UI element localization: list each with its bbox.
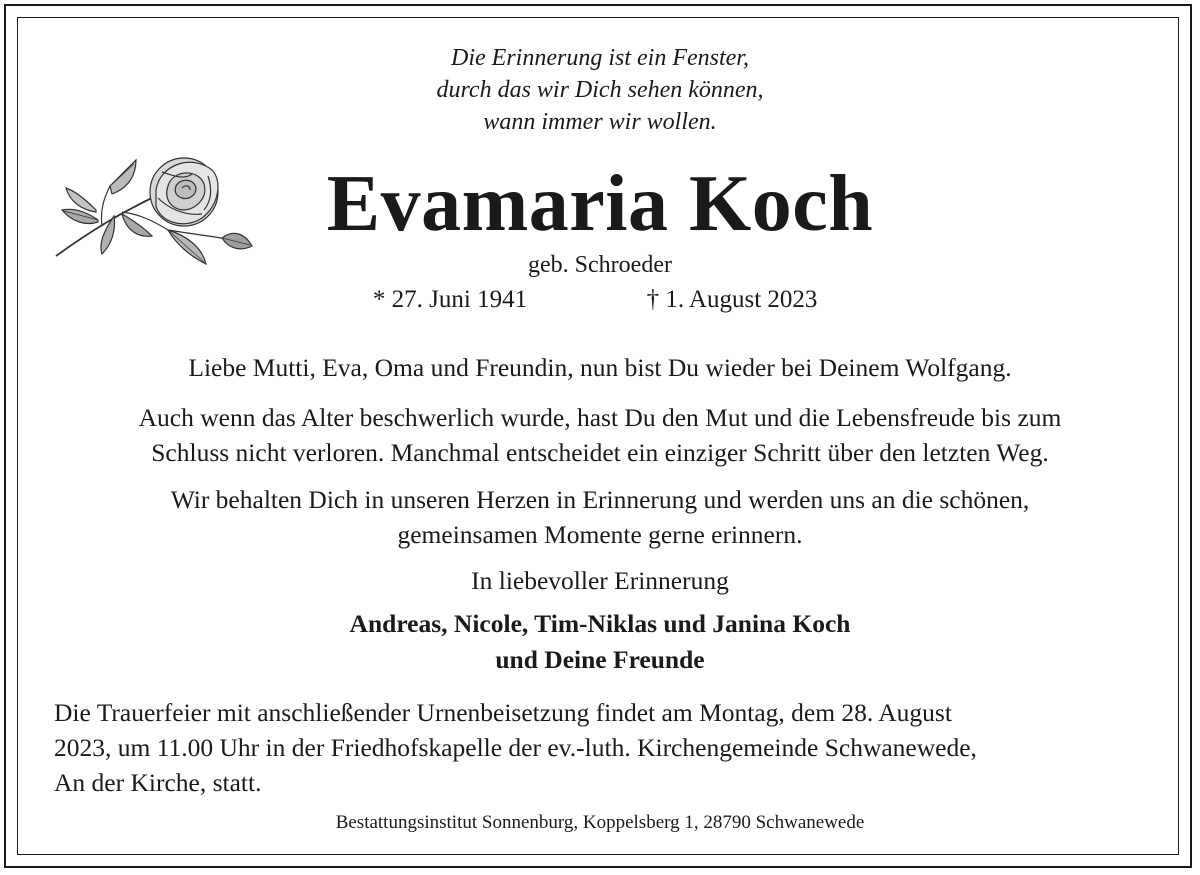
- ceremony-line-1: Die Trauerfeier mit anschließender Urnenbeisetzung findet am Montag, dem 28. August: [54, 698, 952, 727]
- signature-intro: In liebevoller Erinnerung: [471, 566, 729, 595]
- paragraph-3-line-1: Wir behalten Dich in unseren Herzen in Erinnerung und werden uns an die schönen,: [170, 485, 1030, 514]
- ceremony-line-3: An der Kirche, statt.: [54, 768, 262, 797]
- paragraph-2-line-1: Auch wenn das Alter beschwerlich wurde, hast Du den Mut und die Lebensfreude bis zum: [138, 403, 1062, 432]
- obituary-inner-frame: [17, 17, 1179, 855]
- paragraph-2-line-2: Schluss nicht verloren. Manchmal entscheidet ein einziger Schritt über den letzten Weg.: [151, 438, 1049, 467]
- quote-line-3: wann immer wir wollen.: [483, 109, 717, 135]
- death-date: † 1. August 2023: [646, 286, 818, 313]
- memorial-quote: [0, 42, 1200, 138]
- quote-line-1: Die Erinnerung ist ein Fenster,: [451, 45, 749, 71]
- quote-line-2: durch das wir Dich sehen können,: [436, 77, 764, 103]
- paragraph-1: Liebe Mutti, Eva, Oma und Freundin, nun bist Du wieder bei Deinem Wolfgang.: [188, 353, 1012, 382]
- paragraph-3-line-2: gemeinsamen Momente gerne erinnern.: [397, 520, 803, 549]
- funeral-home: Bestattungsinstitut Sonnenburg, Koppelsberg 1, 28790 Schwanewede: [335, 812, 865, 833]
- ceremony-line-2: 2023, um 11.00 Uhr in der Friedhofskapelle der ev.-luth. Kirchengemeinde Schwanewede,: [54, 733, 977, 762]
- signature-names-line-1: Andreas, Nicole, Tim-Niklas und Janina Koch: [349, 609, 851, 638]
- signature-names-line-2: und Deine Freunde: [495, 645, 705, 674]
- birth-date: * 27. Juni 1941: [372, 286, 528, 313]
- deceased-name: Evamaria Koch: [326, 160, 874, 248]
- birth-name: geb. Schroeder: [528, 252, 672, 278]
